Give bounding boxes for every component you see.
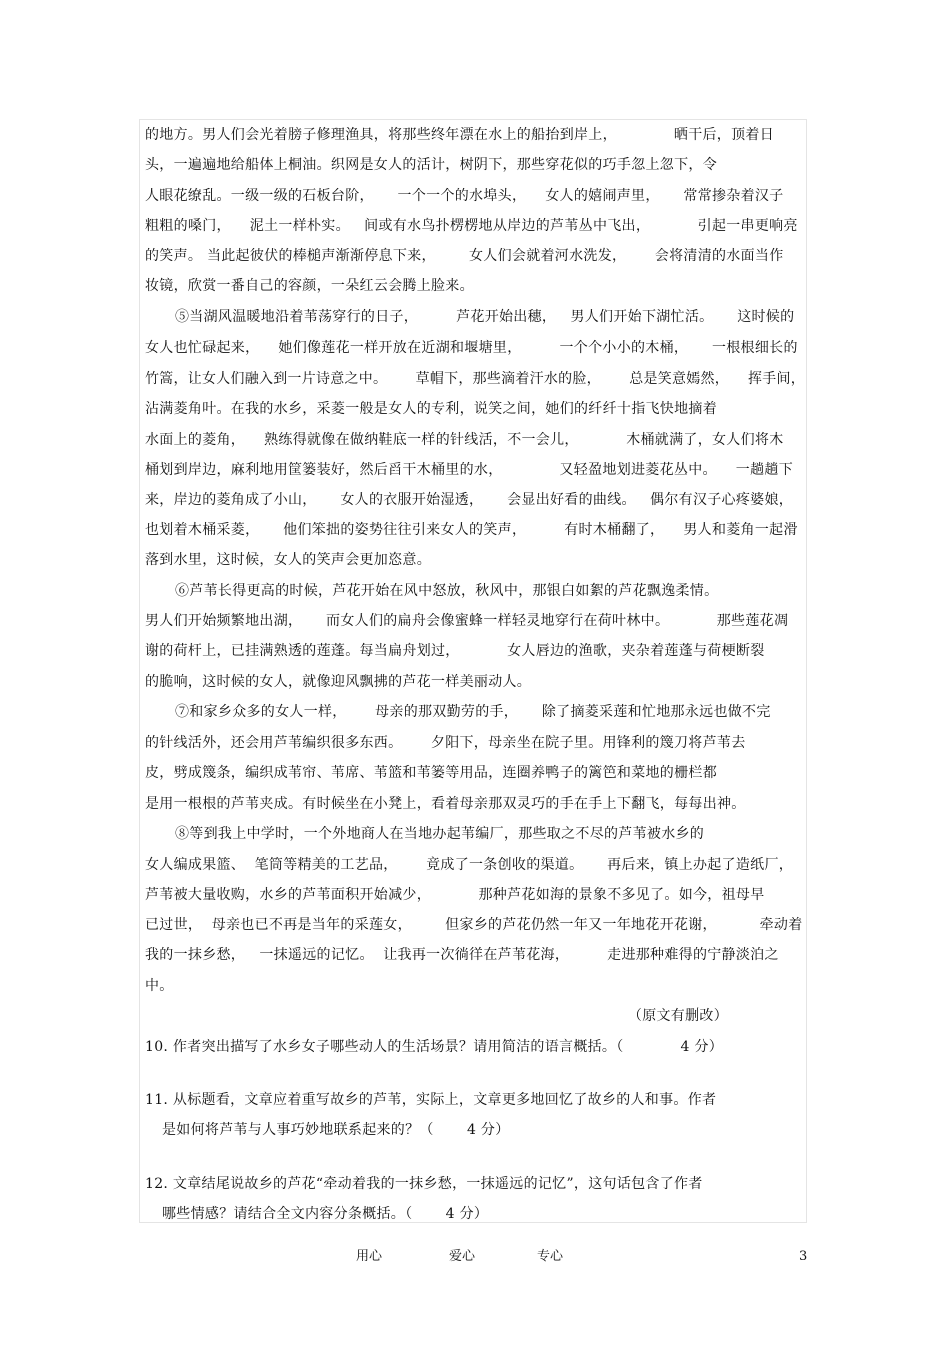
page-number: 3 (799, 1249, 808, 1264)
question-11: 11. 从标题看，文章应着重写故乡的芦苇，实际上，文章更多地回忆了故乡的人和事。作者 (145, 1092, 717, 1108)
text-line: 中。 (145, 978, 174, 994)
text-line: 谢的荷杆上，已挂满熟透的莲蓬。每当扁舟划过， 女人唇边的渔歌，夹杂着莲蓬与荷梗断裂 (145, 643, 765, 659)
text-line: 已过世， 母亲也已不再是当年的采莲女， 但家乡的芦花仍然一年又一年地花开花谢， 牵动着 (145, 917, 803, 933)
text-line: 的笑声。 当此起彼伏的棒槌声渐渐停息下来， 女人们会就着河水洗发， 会将清清的水面当作 (145, 248, 784, 264)
question-12: 12. 文章结尾说故乡的芦花“牵动着我的一抹乡愁，一抹遥远的记忆”，这句话包含了作者 (145, 1176, 703, 1192)
paragraph-5-start: ⑤当湖风温暖地沿着苇荡穿行的日子， 芦花开始出穗， 男人们开始下湖忙活。 这时候的 (175, 309, 795, 325)
paragraph-6-start: ⑥芦苇长得更高的时候，芦花开始在风中怒放，秋风中，那银白如絮的芦花飘逸柔情。 (175, 583, 719, 599)
text-line: 人眼花缭乱。一级一级的石板台阶， 一个一个的水埠头， 女人的嬉闹声里， 常常掺杂着汉子 (145, 188, 784, 204)
paragraph-8-start: ⑧等到我上中学时，一个外地商人在当地办起苇编厂，那些取之不尽的芦苇被水乡的 (175, 826, 705, 842)
text-line: 的脆响，这时候的女人，就像迎风飘拂的芦花一样美丽动人。 (145, 674, 532, 690)
footer-left: 用心 (356, 1249, 383, 1264)
text-line: 桶划到岸边，麻利地用筐篓装好，然后舀干木桶里的水， 又轻盈地划进菱花丛中。 一趟趟下 (145, 462, 793, 478)
footer-right: 专心 (537, 1249, 564, 1264)
text-line: 是用一根根的芦苇夹成。有时候坐在小凳上，看着母亲那双灵巧的手在手上下翻飞，每每出神。 (145, 796, 746, 812)
text-line: 的地方。男人们会光着膀子修理渔具，将那些终年漂在水上的船抬到岸上， 晒干后，顶着日 (145, 127, 774, 143)
text-line: 来，岸边的菱角成了小山， 女人的衣服开始湿透， 会显出好看的曲线。 偶尔有汉子心疼婆娘， (145, 492, 794, 508)
text-line: 落到水里，这时候，女人的笑声会更加恣意。 (145, 552, 431, 568)
question-11-cont: 是如何将芦苇与人事巧妙地联系起来的？（ 4 分） (162, 1122, 510, 1138)
text-line: 头，一遍遍地给船体上桐油。织网是女人的活计，树阴下，那些穿花似的巧手忽上忽下，令 (145, 157, 717, 173)
text-line: 粗粗的嗓门， 泥土一样朴实。 间或有水鸟扑楞楞地从岸边的芦苇丛中飞出， 引起一串更响亮 (145, 218, 798, 234)
text-line: 竹篙，让女人们融入到一片诗意之中。 草帽下，那些滴着汗水的脸， 总是笑意嫣然， 挥手间， (145, 371, 805, 387)
text-line: 女人也忙碌起来， 她们像莲花一样开放在近湖和堰塘里， 一个个小小的木桶， 一根根细长的 (145, 340, 798, 356)
text-line: 沾满菱角叶。在我的水乡，采菱一般是女人的专利，说笑之间，她们的纤纤十指飞快地摘着 (145, 401, 717, 417)
text-line: 我的一抹乡愁， 一抹遥远的记忆。 让我再一次徜徉在芦苇花海， 走进那种难得的宁静淡泊之 (145, 947, 779, 963)
paragraph-7-start: ⑦和家乡众多的女人一样， 母亲的那双勤劳的手， 除了摘菱采莲和忙地那永远也做不完 (175, 704, 771, 720)
text-line: 芦苇被大量收购，水乡的芦苇面积开始减少， 那种芦花如海的景象不多见了。如今，祖母早 (145, 887, 765, 903)
question-12-cont: 哪些情感？请结合全文内容分条概括。（ 4 分） (162, 1206, 489, 1222)
text-line: 皮，劈成篾条，编织成苇帘、苇席、苇篮和苇篓等用品，连圈养鸭子的篱笆和菜地的栅栏都 (145, 765, 717, 781)
text-line: 的针线活外，还会用芦苇编织很多东西。 夕阳下，母亲坐在院子里。用锋利的篾刀将芦苇去 (145, 735, 746, 751)
question-10: 10. 作者突出描写了水乡女子哪些动人的生活场景？请用简洁的语言概括。（ 4 分） (145, 1039, 724, 1055)
text-line: 也划着木桶采菱， 他们笨拙的姿势往往引来女人的笑声， 有时木桶翻了， 男人和菱角一起滑 (145, 522, 798, 538)
source-note: （原文有删改） (627, 1008, 728, 1024)
text-line: 妆镜，欣赏一番自己的容颜，一朵红云会腾上脸来。 (145, 278, 474, 294)
text-line: 男人们开始频繁地出湖， 而女人们的扁舟会像蜜蜂一样轻灵地穿行在荷叶林中。 那些莲花凋 (145, 613, 789, 629)
footer-middle: 爱心 (449, 1249, 476, 1264)
text-line: 女人编成果篮、 笔筒等精美的工艺品， 竟成了一条创收的渠道。 再后来，镇上办起了造纸厂， (145, 857, 794, 873)
text-line: 水面上的菱角， 熟练得就像在做纳鞋底一样的针线活，不一会儿， 木桶就满了，女人们将木 (145, 432, 784, 448)
